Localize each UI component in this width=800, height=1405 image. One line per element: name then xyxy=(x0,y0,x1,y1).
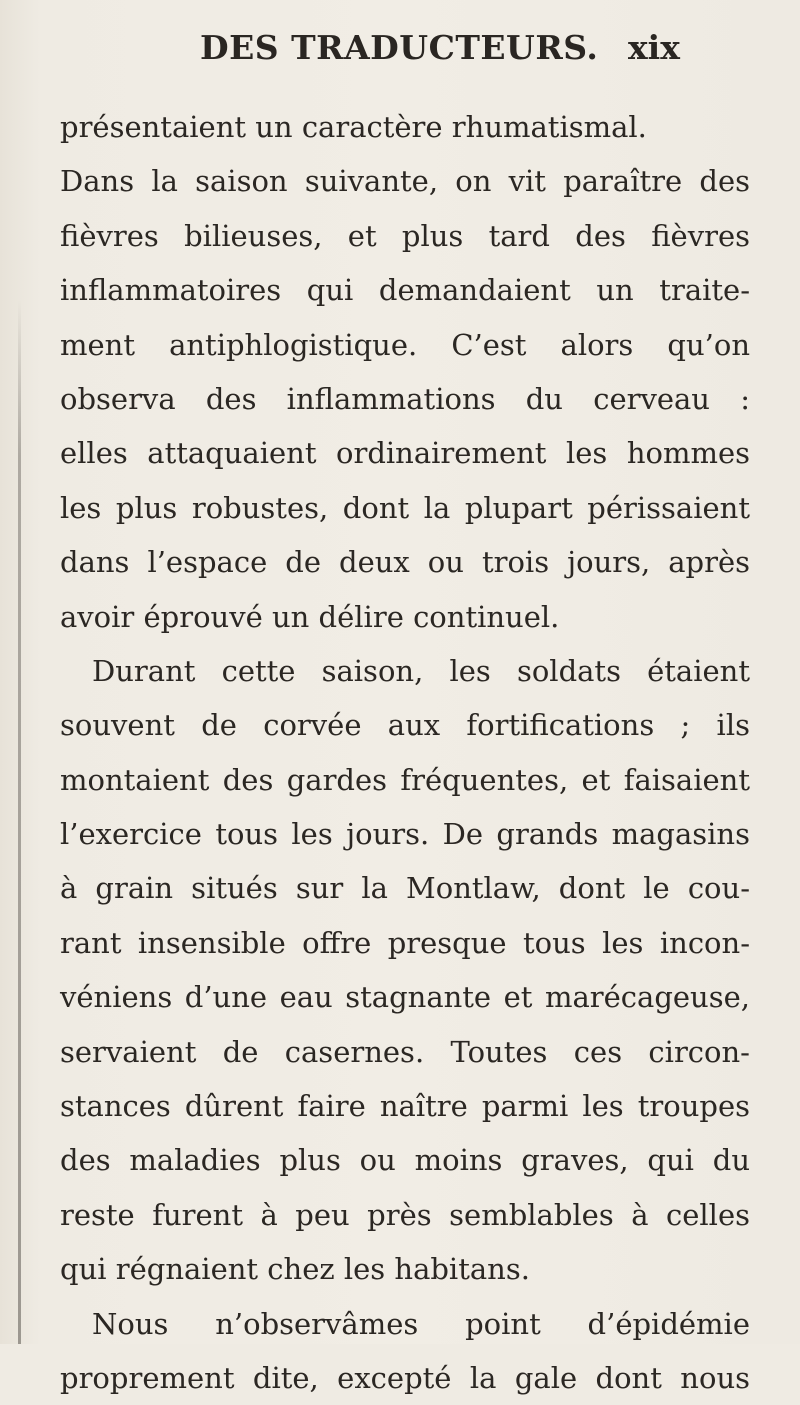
page-number: xix xyxy=(628,28,680,67)
text-line: des maladies plus ou moins graves, qui du xyxy=(60,1143,750,1178)
text-line: véniens d’une eau stagnante et marécageuse, xyxy=(60,980,750,1015)
page-gutter-shadow xyxy=(18,300,21,1344)
text-line: rant insensible offre presque tous les incon- xyxy=(60,925,750,960)
text-line: Dans la saison suivante, on vit paraître des xyxy=(60,164,750,199)
text-line: servaient de casernes. Toutes ces circon- xyxy=(60,1034,750,1069)
text-line: elles attaquaient ordinairement les hommes xyxy=(60,436,750,471)
text-line: Nous n’observâmes point d’épidémie xyxy=(92,1306,750,1341)
text-line: proprement dite, excepté la gale dont nous xyxy=(60,1360,750,1395)
text-line: inflammatoires qui demandaient un traite- xyxy=(60,273,750,308)
text-line: reste furent à peu près semblables à celles xyxy=(60,1197,750,1232)
text-line: stances dûrent faire naître parmi les troupes xyxy=(60,1089,750,1124)
text-line: l’exercice tous les jours. De grands magasins xyxy=(60,817,750,852)
text-line: observa des inflammations du cerveau : xyxy=(60,381,750,416)
text-line: dans l’espace de deux ou trois jours, après xyxy=(60,545,750,580)
text-line: ment antiphlogistique. C’est alors qu’on xyxy=(60,327,750,362)
running-head-title: DES TRADUCTEURS. xyxy=(200,28,599,67)
text-line: fièvres bilieuses, et plus tard des fièvres xyxy=(60,218,750,253)
text-line: présentaient un caractère rhumatismal. xyxy=(60,110,647,144)
text-line: Durant cette saison, les soldats étaient xyxy=(92,653,750,688)
text-line: souvent de corvée aux fortifications ; ils xyxy=(60,708,750,743)
text-line: montaient des gardes fréquentes, et faisaient xyxy=(60,762,750,797)
running-head xyxy=(0,22,800,72)
text-line: avoir éprouvé un délire continuel. xyxy=(60,599,560,634)
text-line: qui régnaient chez les habitans. xyxy=(60,1252,530,1287)
text-line: à grain situés sur la Montlaw, dont le cou- xyxy=(60,871,750,906)
text-line: les plus robustes, dont la plupart périssaient xyxy=(60,490,750,525)
body-text xyxy=(60,100,750,1405)
